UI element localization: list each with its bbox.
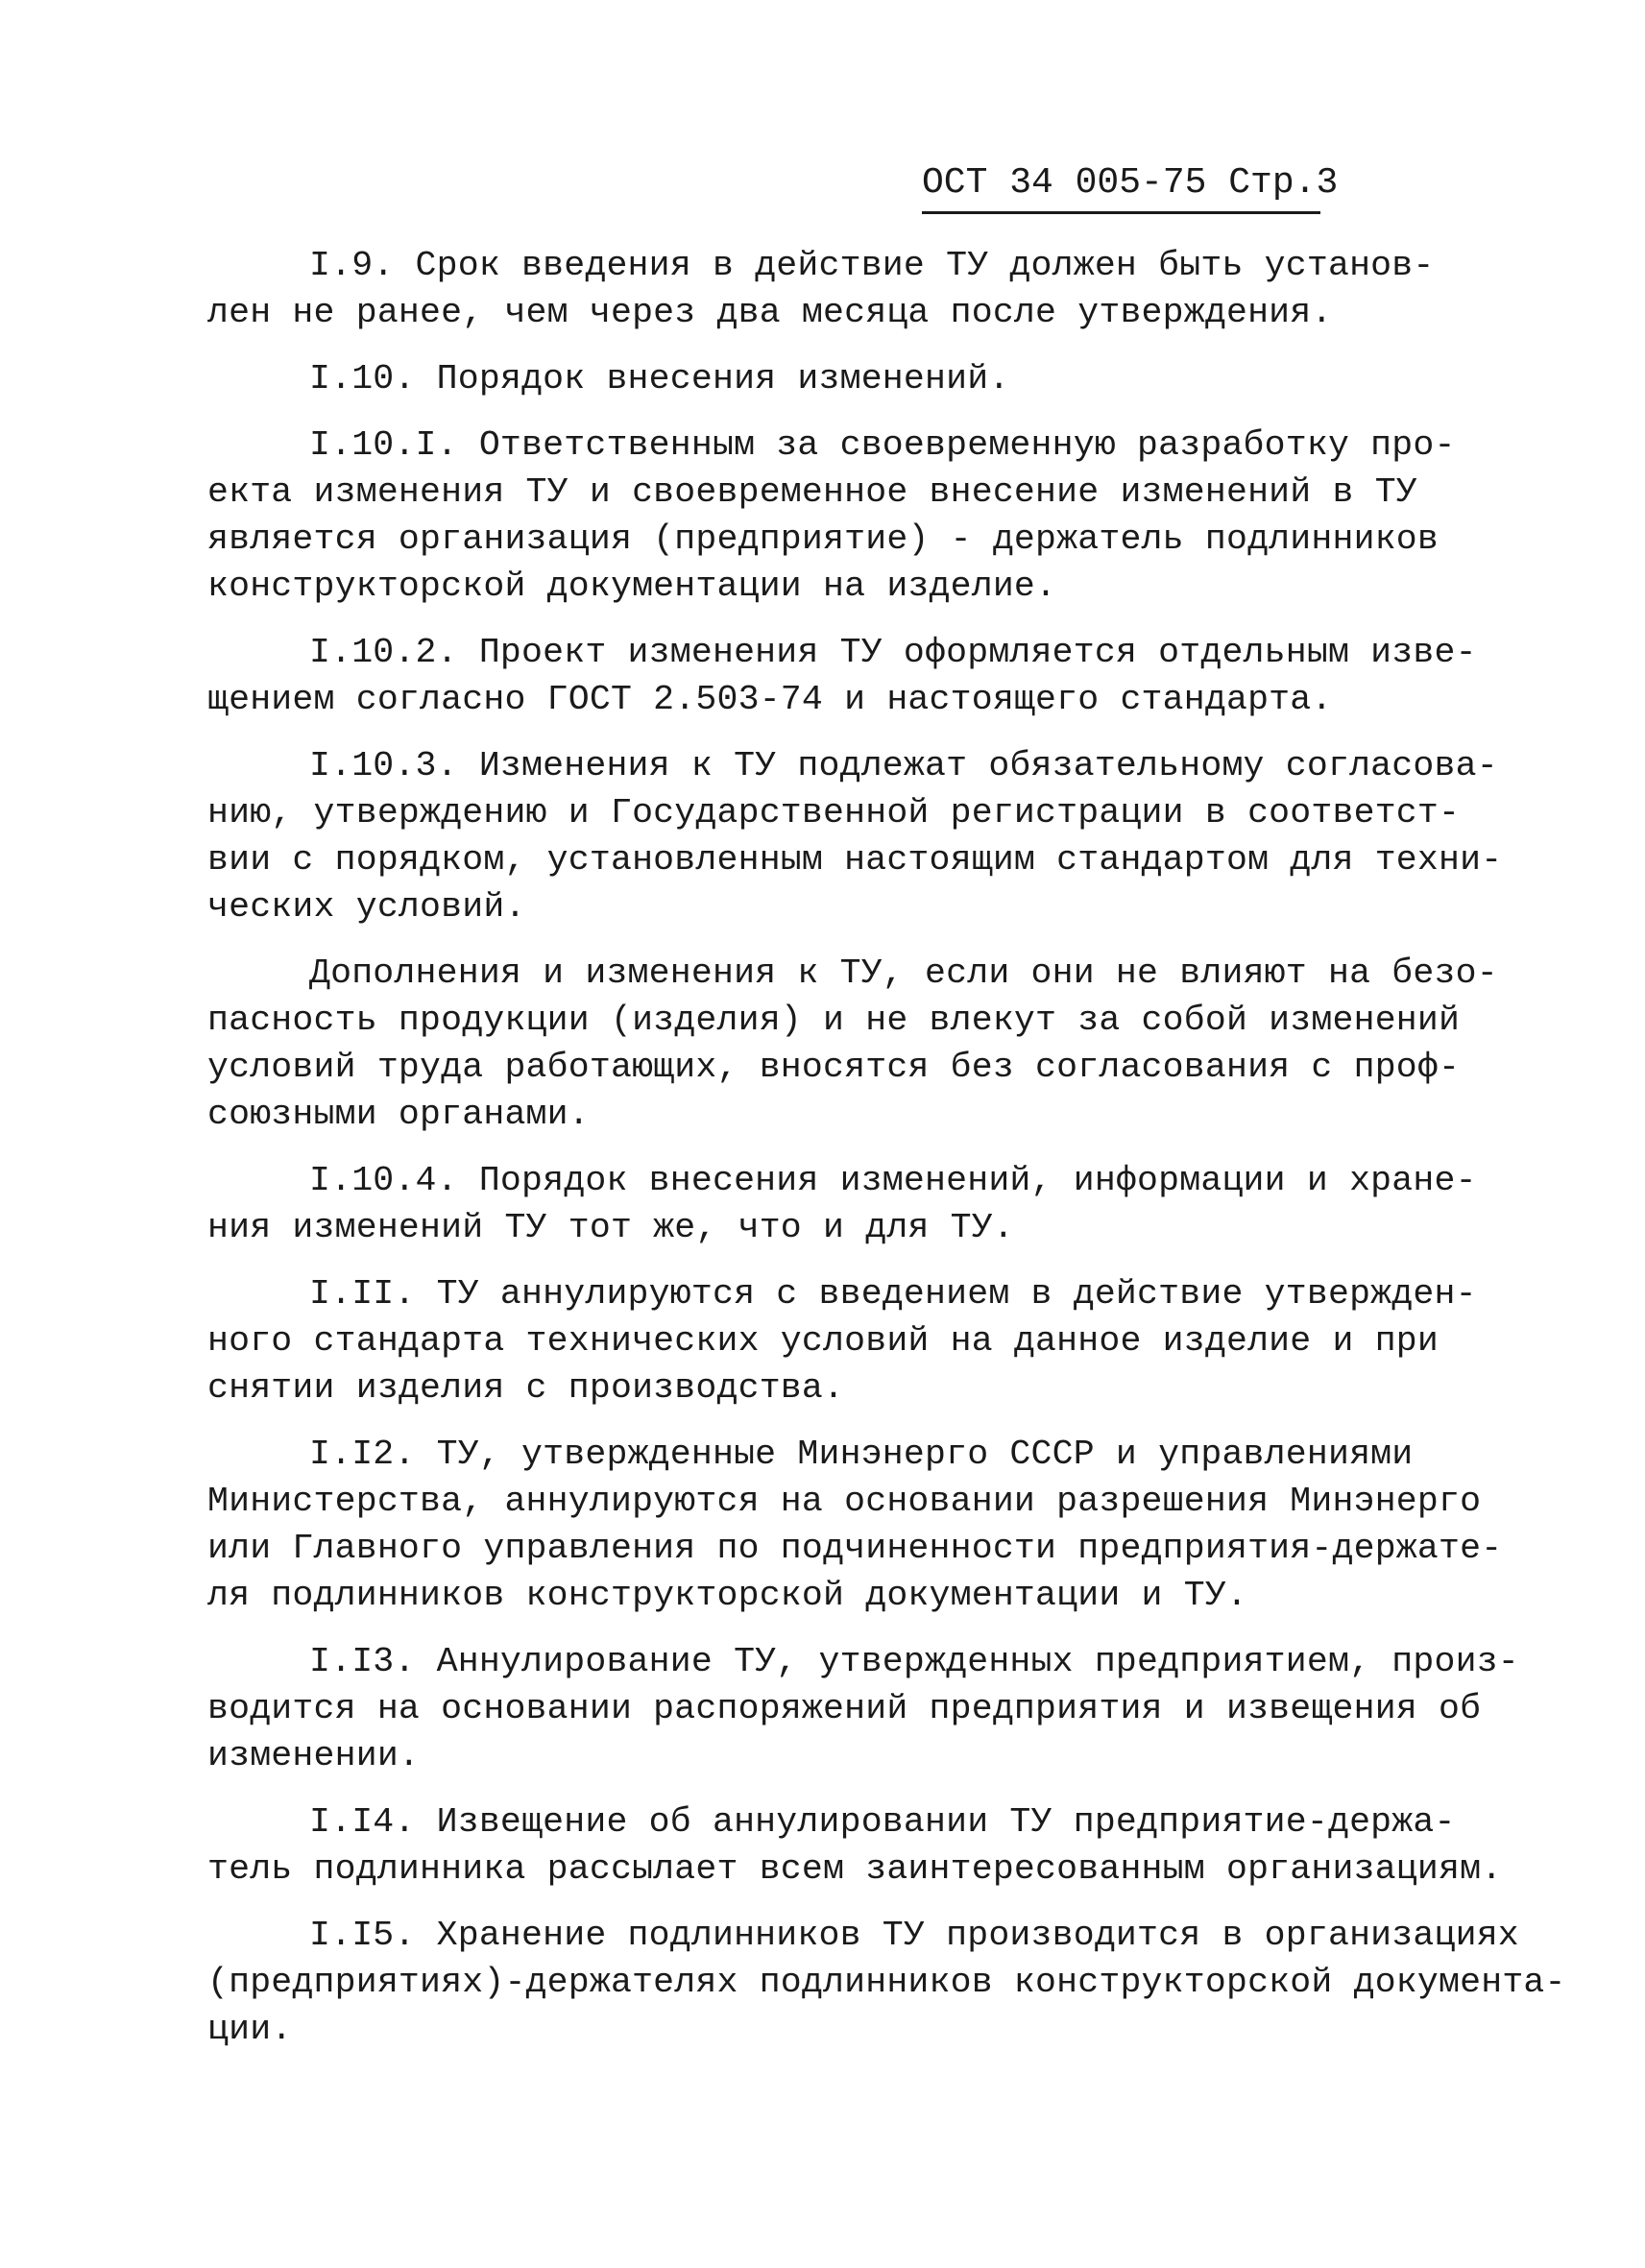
paragraph-line: щением согласно ГОСТ 2.503-74 и настоящего стандарта.: [207, 680, 1333, 719]
document-body: [207, 242, 1566, 2072]
paragraph: [207, 242, 1485, 336]
paragraph-line: изменении.: [207, 1736, 421, 1775]
paragraph-line: I.II. ТУ аннулируются с введением в действие утвержден-: [309, 1274, 1477, 1314]
paragraph-line: I.I5. Хранение подлинников ТУ производится в организациях: [309, 1916, 1519, 1955]
paragraph-line: ния изменений ТУ тот же, что и для ТУ.: [207, 1208, 1014, 1247]
paragraph-line: пасность продукции (изделия) и не влекут за собой изменений: [207, 1001, 1461, 1040]
paragraph-line: I.10.4. Порядок внесения изменений, информации и хране-: [309, 1161, 1477, 1200]
paragraph-line: является организация (предприятие) - держатель подлинников: [207, 519, 1439, 559]
paragraph-line: лен не ранее, чем через два месяца после утверждения.: [207, 293, 1333, 332]
paragraph-line: I.10.I. Ответственным за своевременную разработку про-: [309, 425, 1456, 465]
paragraph-line: I.10. Порядок внесения изменений.: [309, 359, 1010, 398]
paragraph: [207, 422, 1485, 610]
paragraph-line: Дополнения и изменения к ТУ, если они не влияют на безо-: [309, 953, 1498, 993]
paragraph: [207, 629, 1485, 723]
paragraph-line: ческих условий.: [207, 887, 526, 927]
paragraph-line: конструкторской документации на изделие.: [207, 567, 1057, 606]
paragraph-line: I.10.2. Проект изменения ТУ оформляется отдельным изве-: [309, 633, 1477, 672]
paragraph-line: союзными органами.: [207, 1095, 590, 1134]
paragraph: [207, 1798, 1503, 1893]
paragraph-line: водится на основании распоряжений предприятия и извещения об: [207, 1689, 1482, 1728]
paragraph-line: ного стандарта технических условий на данное изделие и при: [207, 1321, 1439, 1361]
paragraph: [207, 1270, 1485, 1411]
paragraph: [207, 1912, 1566, 2053]
paragraph-line: или Главного управления по подчиненности предприятия-держате-: [207, 1529, 1503, 1568]
paragraph-line: ля подлинников конструкторской документации и ТУ.: [207, 1576, 1248, 1615]
paragraph: [207, 742, 1503, 930]
paragraph-line: I.10.3. Изменения к ТУ подлежат обязательному согласова-: [309, 746, 1498, 785]
paragraph-line: I.I2. ТУ, утвержденные Минэнерго СССР и управлениями: [309, 1435, 1414, 1474]
paragraph: [207, 355, 1485, 402]
paragraph-line: снятии изделия с производства.: [207, 1368, 845, 1408]
paragraph: [207, 1157, 1485, 1251]
paragraph-line: I.I4. Извещение об аннулировании ТУ предприятие-держа-: [309, 1802, 1456, 1842]
paragraph-line: (предприятиях)-держателях подлинников конструкторской документа-: [207, 1963, 1566, 2002]
paragraph-line: вии с порядком, установленным настоящим стандартом для техни-: [207, 840, 1503, 880]
paragraph-line: I.9. Срок введения в действие ТУ должен быть установ-: [309, 246, 1435, 285]
paragraph-line: I.I3. Аннулирование ТУ, утвержденных предприятием, произ-: [309, 1642, 1519, 1681]
paragraph: [207, 1638, 1519, 1779]
paragraph-line: ции.: [207, 2010, 293, 2049]
document-header: ОСТ 34 005-75 Стр.3: [922, 161, 1320, 214]
paragraph-line: Министерства, аннулируются на основании разрешения Минэнерго: [207, 1482, 1482, 1521]
paragraph-line: екта изменения ТУ и своевременное внесение изменений в ТУ: [207, 472, 1417, 512]
paragraph-line: нию, утверждению и Государственной регистрации в соответст-: [207, 793, 1461, 832]
paragraph-line: условий труда работающих, вносятся без согласования с проф-: [207, 1048, 1461, 1087]
paragraph: [207, 1431, 1503, 1619]
paragraph-line: тель подлинника рассылает всем заинтересованным организациям.: [207, 1849, 1503, 1889]
paragraph: [207, 950, 1498, 1138]
